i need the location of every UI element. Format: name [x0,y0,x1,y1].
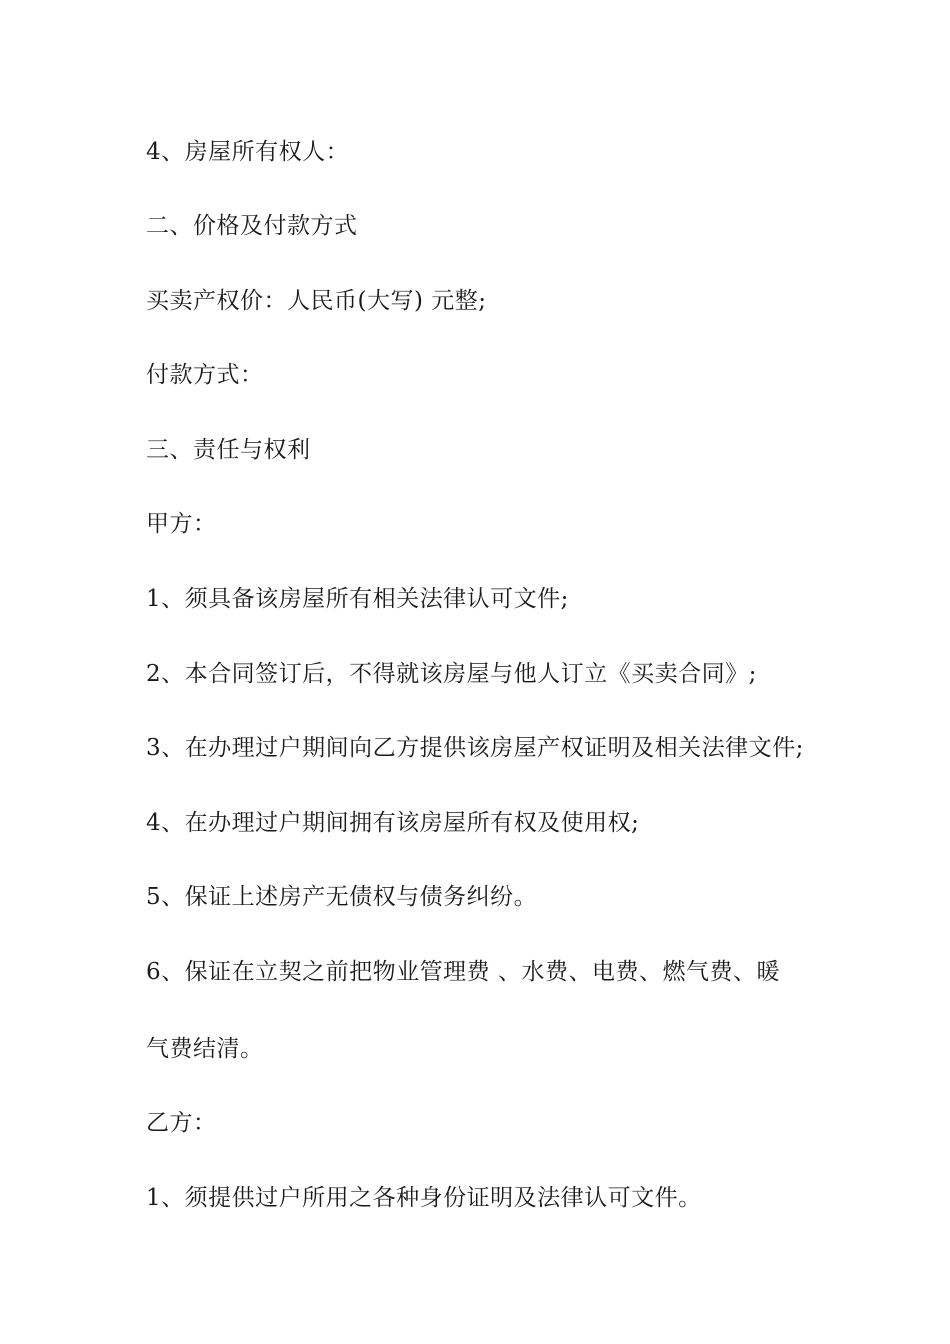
section-responsibilities: 三、责任与权利 [146,437,311,463]
party-b-heading: 乙方： [146,1110,217,1136]
party-a-item-6: 6、保证在立契之前把物业管理费 、水费、电费、燃气费、暖 [146,959,780,985]
party-a-heading: 甲方： [146,511,217,537]
party-a-item-2: 2、本合同签订后，不得就该房屋与他人订立《买卖合同》; [146,661,757,687]
clause-owner: 4、房屋所有权人： [146,139,350,165]
party-a-item-5: 5、保证上述房产无债权与债务纠纷。 [146,884,538,910]
party-b-item-1: 1、须提供过户所用之各种身份证明及法律认可文件。 [146,1185,702,1211]
party-a-item-3: 3、在办理过户期间向乙方提供该房屋产权证明及相关法律文件; [146,735,804,761]
clause-sale-price: 买卖产权价：人民币(大写) 元整; [146,288,487,314]
section-price-payment: 二、价格及付款方式 [146,213,358,239]
clause-payment-method: 付款方式： [146,362,264,388]
party-a-item-6-continued: 气费结清。 [146,1036,264,1062]
party-a-item-1: 1、须具备该房屋所有相关法律认可文件; [146,586,569,612]
party-a-item-4: 4、在办理过户期间拥有该房屋所有权及使用权; [146,810,640,836]
